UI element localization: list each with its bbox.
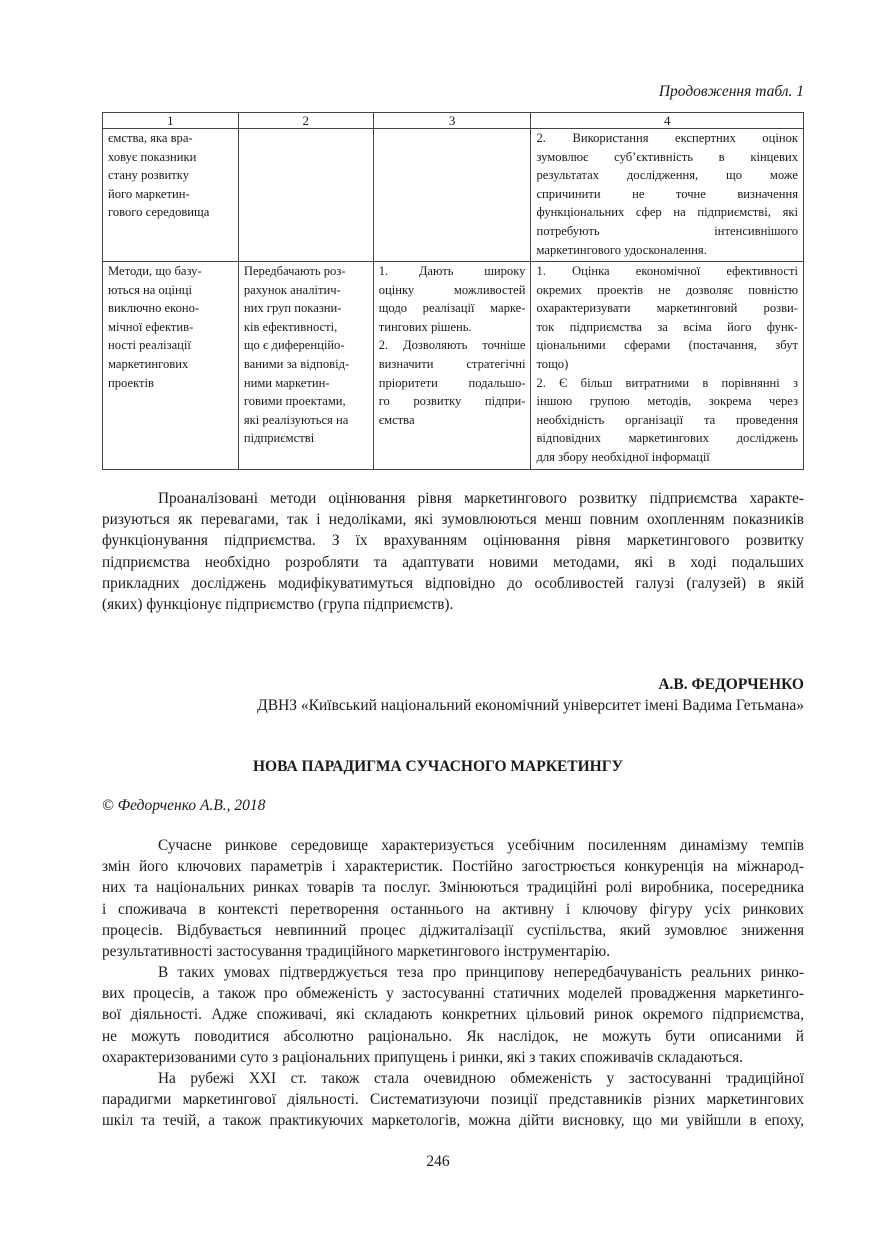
- article-paragraph: На рубежі XXI ст. також стала очевидною обмеженість у застосуванні традиційної парадигми маркетингової діяльності. Систематизуючи позиції представників різних маркетингових шкіл та течій, а також практикуючих маркетологів, можна дійти висновку, що ми увійшли в епоху,: [102, 1070, 804, 1130]
- table-header-cell: 2: [238, 113, 373, 129]
- author-affiliation: ДВНЗ «Київський національний економічний університет імені Вадима Гетьмана»: [257, 697, 804, 714]
- copyright-line: © Федорченко А.В., 2018: [102, 797, 266, 814]
- conclusion-paragraph: Проаналізовані методи оцінювання рівня маркетингового розвитку підприємства характе- ризуються як перевагами, так і недоліками, які зумовлюються менш повним охопленням показників функціонування підприємства. З їх врахуванням оцінювання рівня маркетингового розвитку підприємства необхідно розробляти та адаптувати новими методами, які в ході подальших прикладних досліджень модифікуватимуться відповідно до особливостей галузі (галузей) в якій (яких) функціонує підприємство (група підприємств).: [102, 490, 804, 614]
- article-paragraph: В таких умовах підтверджується теза про принципову непередбачуваність реальних ринко- вих процесів, а також про обмеженість у застосуванні статичних моделей провадження маркетинго- вої діяльності. Адже споживачі, які складають конкретних цільовий ринок окремого підприємства, не можуть поводитися абсолютно раціонально. Як наслідок, не можуть бути описаними й охарактеризованими суто з раціональних припущень і ринки, які з таких споживачів складаються.: [102, 964, 804, 1066]
- table-header-cell: 3: [373, 113, 531, 129]
- methods-table: [102, 112, 804, 470]
- table-continuation-label: Продовження табл. 1: [658, 83, 804, 100]
- table-cell-advantages: [373, 129, 531, 262]
- table-cell-disadvantages: 1. Оцінка економічної ефективності окремих проектів не дозволяє повністю охарактеризувати маркетинговий розви- ток підприємства за всіма його функ- ціональними сферами (постачання, збут тощо) 2. Є більш витратними в порівнянні з іншою групою методів, зокрема через необхідність організації та проведення відповідних маркетингових досліджень для збору необхідної інформації: [531, 262, 804, 470]
- table-cell-disadvantages: 2. Використання експертних оцінок зумовлює суб’єктивність в кінцевих результатах дослідження, що може спричинити не точне визначення функціональних сфер на підприємстві, які потребують інтенсивнішого маркетингового удосконалення.: [531, 129, 804, 262]
- table-cell-description: Передбачають роз- рахунок аналітич- них груп показни- ків ефективності, що є диференційо- ваними за відповід- ними маркетин- говими проектами, які реалізуються на підприємстві: [238, 262, 373, 470]
- article-paragraph: Сучасне ринкове середовище характеризується усебічним посиленням динамізму темпів змін його ключових параметрів і характеристик. Постійно загострюється конкуренція на міжнарод- них та національних ринках товарів та послуг. Змінюються традиційні ролі виробника, посередника і споживача в контексті перетворення останнього на активну і ключову фігуру усіх ринкових процесів. Відбувається невпинний процес діджиталізації суспільства, який зумовлює зниження результативності застосування традиційного маркетингового інструментарію.: [102, 837, 804, 961]
- article-title: НОВА ПАРАДИГМА СУЧАСНОГО МАРКЕТИНГУ: [253, 758, 623, 775]
- article-author: А.В. ФЕДОРЧЕНКО: [658, 676, 804, 693]
- table-row: [103, 262, 804, 470]
- table-cell-advantages: 1. Дають широку оцінку можливостей щодо реалізації марке- тингових рішень. 2. Дозволяють точніше визначити стратегічні пріоритети подальшо- го розвитку підпри- ємства: [373, 262, 531, 470]
- table-header-cell: 4: [531, 113, 804, 129]
- table-row: [103, 129, 804, 262]
- table-cell-method: ємства, яка вра- ховує показники стану розвитку його маркетин- гового середовища: [103, 129, 239, 262]
- page-number: 246: [426, 1153, 450, 1170]
- table-header-row: [103, 113, 804, 129]
- table-header-cell: 1: [103, 113, 239, 129]
- table-cell-method: Методи, що базу- ються на оцінці виключно еконо- мічної ефектив- ності реалізації маркетингових проектів: [103, 262, 239, 470]
- table-cell-description: [238, 129, 373, 262]
